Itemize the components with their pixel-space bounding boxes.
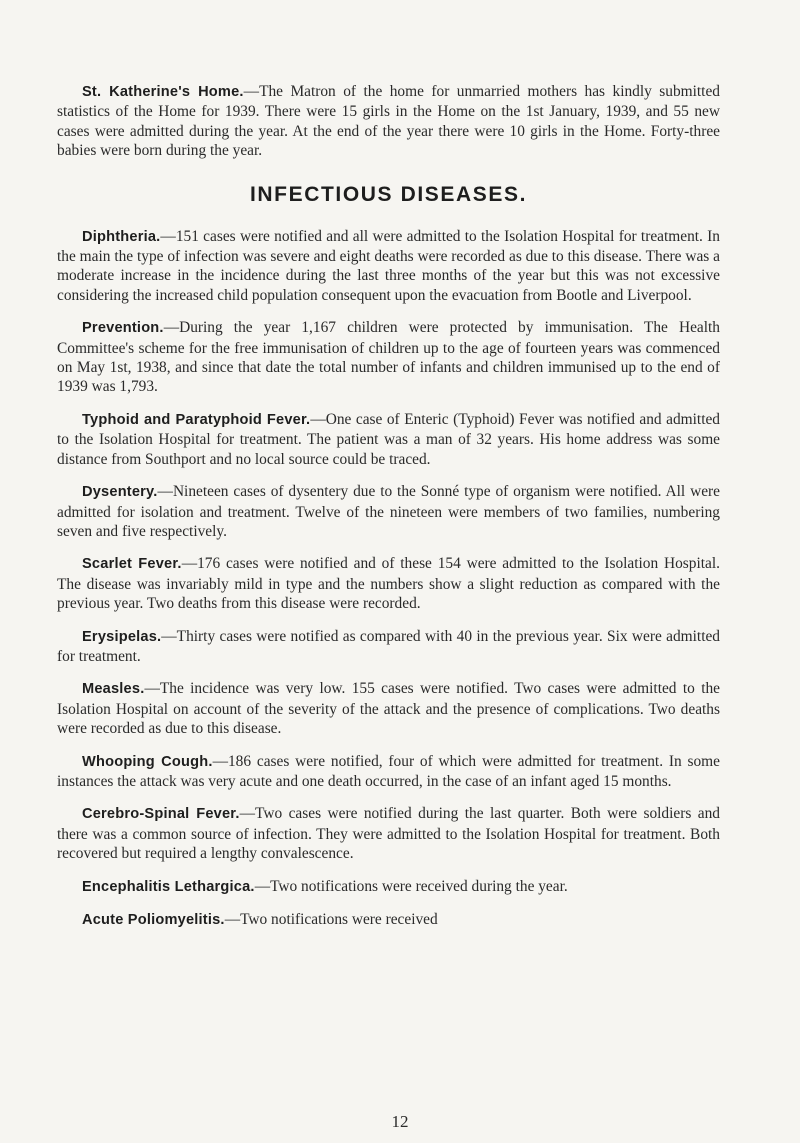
paragraph-heading: Erysipelas. [82, 628, 162, 645]
paragraph-heading: Measles. [82, 681, 145, 698]
paragraph-text: —The incidence was very low. 155 cases were notified. Two cases were admitted to the Isolation Hospital on account of the severity of the attack and the presence of complications. Two deaths were recorded as due to this disease. [57, 680, 720, 738]
paragraph-heading: Acute Poliomyelitis. [82, 912, 225, 928]
paragraph-heading: Whooping Cough. [82, 753, 213, 770]
paragraph-typhoid [57, 410, 720, 469]
paragraph-whooping-cough [57, 752, 720, 792]
paragraph-heading: Diphtheria. [82, 228, 161, 245]
paragraph-heading: Scarlet Fever. [82, 556, 182, 573]
paragraph-text: —During the year 1,167 children were protected by immunisation. The Health Committee's scheme for the free immunisation of children up to the age of fourteen years was commenced on May 1st, 1938, and since that date the total number of infants and children immunised up to the end of 1939 was 1,793. [57, 319, 720, 396]
paragraph-measles [57, 679, 720, 738]
paragraph-text: —Two notifications were received during the year. [254, 877, 568, 895]
paragraph-text: —One case of Enteric (Typhoid) Fever was notified and admitted to the Isolation Hospital for treatment. The patient was a man of 32 years. His home address was some distance from Southport and no local source could be traced. [57, 410, 720, 468]
paragraph-dysentery [57, 482, 720, 541]
paragraph-text: —Two cases were notified during the last quarter. Both were soldiers and there was a common source of infection. They were admitted to the Isolation Hospital for treatment. Both recovered but required a lengthy convalescence. [57, 805, 720, 863]
paragraph-heading: Typhoid and Paratyphoid Fever. [82, 411, 311, 428]
intro-paragraph [57, 82, 720, 161]
paragraph-text: —Nineteen cases of dysentery due to the Sonné type of organism were notified. All were admitted for isolation and treatment. Twelve of the nineteen were members of two families, numbering seven and five respectively. [57, 483, 720, 540]
paragraph-prevention [57, 318, 720, 397]
intro-heading: St. Katherine's Home. [82, 84, 244, 100]
section-title: INFECTIOUS DISEASES. [249, 182, 528, 206]
paragraph-scarlet-fever [57, 554, 720, 613]
paragraph-diphtheria [57, 227, 720, 306]
paragraph-erysipelas [57, 627, 720, 667]
intro-text: —The Matron of the home for unmarried mothers has kindly submitted statistics of the Home for 1939. There were 15 girls in the Home on the 1st January, 1939, and 55 new cases were admitted during the year. At the end of the year there were 10 girls in the Home. Forty-three babies were born during the year. [57, 83, 720, 160]
paragraph-cerebro-spinal-fever [57, 804, 720, 863]
paragraph-text: —Thirty cases were notified as compared with 40 in the previous year. Six were admitted for treatment. [57, 627, 720, 665]
paragraph-text: —Two notifications were received [224, 911, 438, 928]
paragraph-encephalitis [57, 877, 720, 897]
paragraph-text: —186 cases were notified, four of which were admitted for treatment. In some instances the attack was very acute and one death occurred, in the case of an infant aged 15 months. [57, 752, 720, 790]
paragraph-text: —151 cases were notified and all were admitted to the Isolation Hospital for treatment. In the main the type of infection was severe and eight deaths were recorded as due to this disease. There was a moderate increase in the incidence during the last three months of the year but this was not excessive considering the increased child population consequent upon the evacuation from Bootle and Liverpool. [57, 227, 720, 304]
paragraph-heading: Prevention. [82, 320, 164, 337]
page-number: 12 [391, 1112, 409, 1131]
paragraph-heading: Dysentery. [82, 484, 158, 501]
paragraph-heading: Cerebro-Spinal Fever. [82, 806, 240, 823]
paragraph-text: —176 cases were notified and of these 154 were admitted to the Isolation Hospital. The disease was invariably mild in type and the numbers show a slight reduction as compared with the previous year. Two deaths from this disease were recorded. [57, 555, 720, 613]
paragraph-heading: Encephalitis Lethargica. [82, 878, 255, 895]
paragraph-poliomyelitis [57, 910, 720, 930]
